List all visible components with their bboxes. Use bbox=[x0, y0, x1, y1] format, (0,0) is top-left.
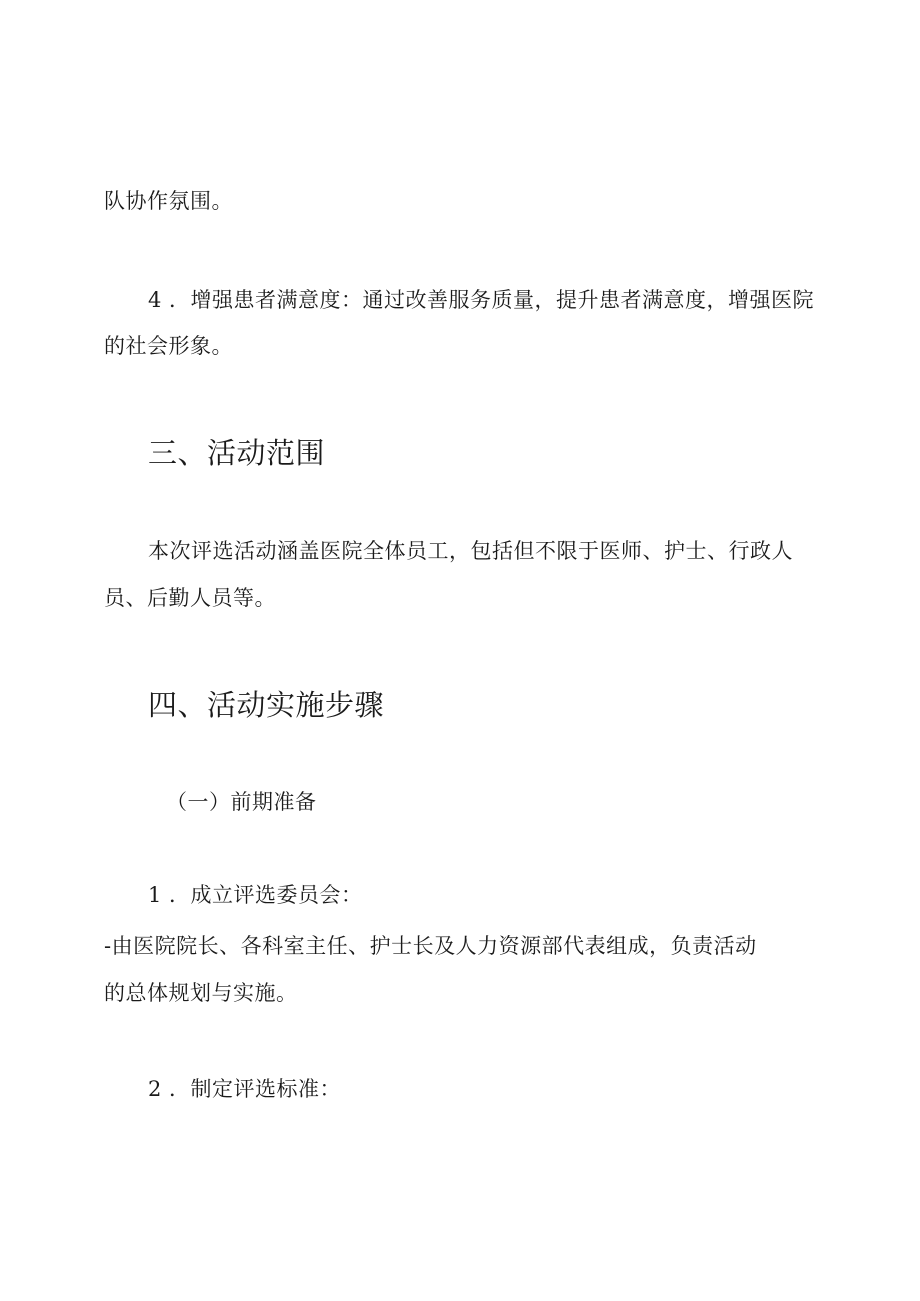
section-3-paragraph-line-1: 本次评选活动涵盖医院全体员工，包括但不限于医师、护士、行政人 bbox=[148, 539, 793, 563]
step-1-line-2: 的总体规划与实施。 bbox=[104, 981, 298, 1005]
section-4-heading: 四、活动实施步骤 bbox=[148, 688, 385, 722]
step-1-line-1: -由医院院长、各科室主任、护士长及人力资源部代表组成，负责活动 bbox=[104, 934, 757, 958]
step-1-title: 1 ．成立评选委员会： bbox=[148, 883, 363, 907]
subsection-1-heading: （一）前期准备 bbox=[166, 790, 317, 814]
section-3-paragraph-line-2: 员、后勤人员等。 bbox=[104, 586, 276, 610]
step-2-title: 2 ．制定评选标准： bbox=[148, 1077, 342, 1101]
list-item-4-line-1: 4 ．增强患者满意度：通过改善服务质量，提升患者满意度，增强医院 bbox=[148, 288, 815, 312]
list-item-4-line-2: 的社会形象。 bbox=[104, 334, 233, 358]
paragraph-continuation: 队协作氛围。 bbox=[104, 189, 233, 213]
section-3-heading: 三、活动范围 bbox=[148, 436, 326, 470]
